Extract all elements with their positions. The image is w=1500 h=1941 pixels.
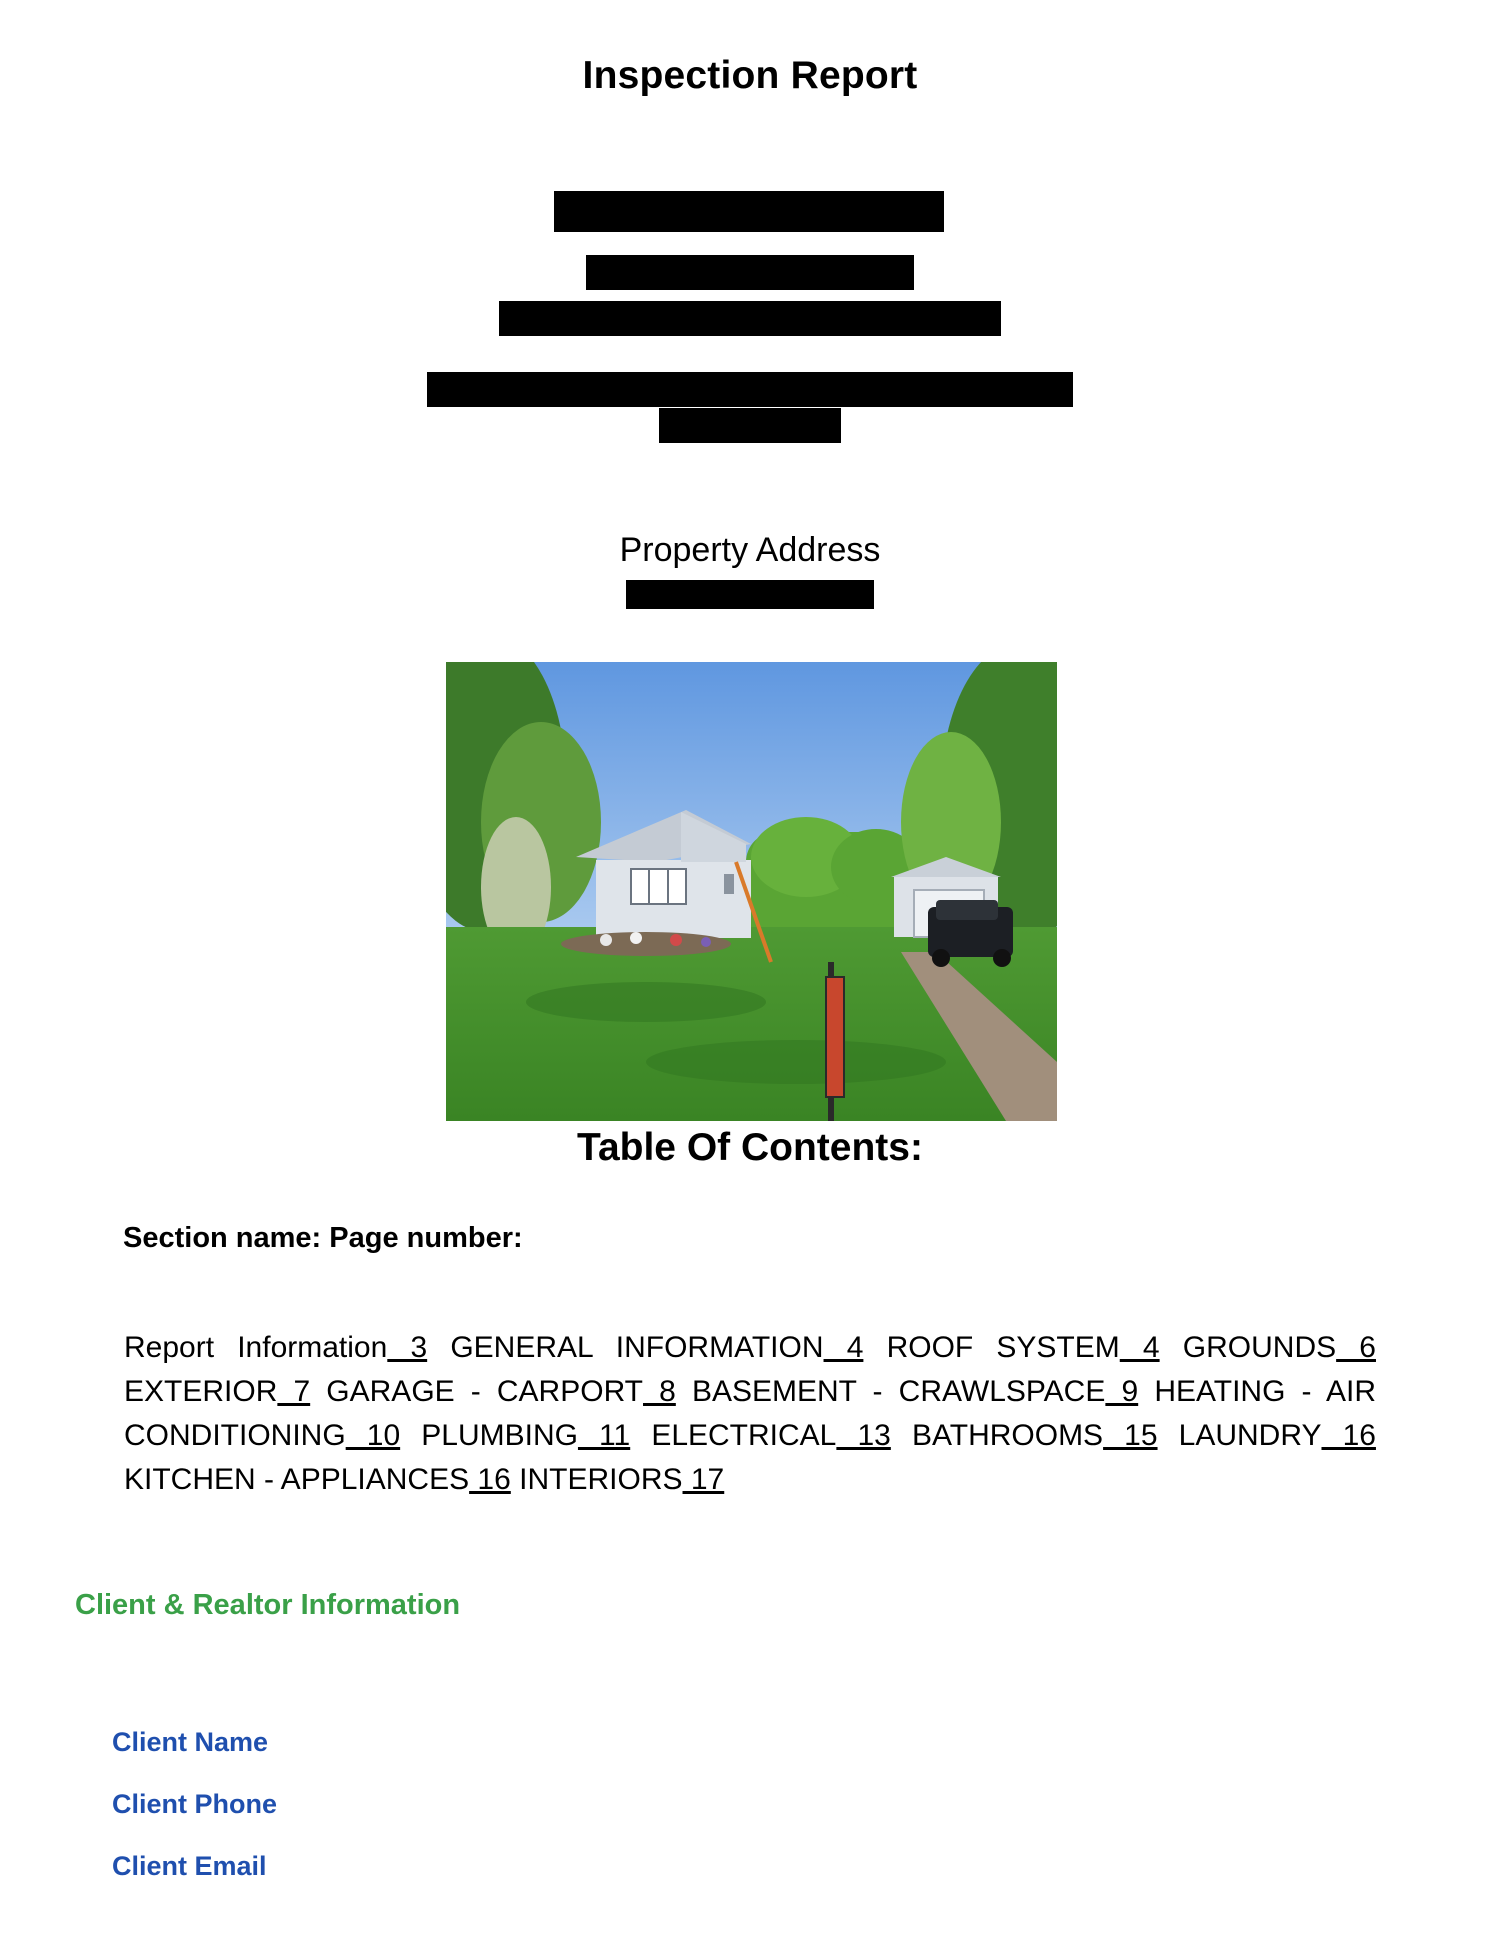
toc-entry-page: 16 (469, 1463, 511, 1496)
toc-entry-name: GENERAL INFORMATION (450, 1331, 824, 1364)
redaction-bar-4 (427, 372, 1073, 407)
toc-entry-page: 13 (836, 1419, 891, 1452)
toc-entry-name: BATHROOMS (911, 1419, 1104, 1452)
toc-header: Section name: Page number: (123, 1222, 523, 1254)
toc-entry-name: EXTERIOR (124, 1375, 278, 1408)
toc-entry[interactable] (1179, 1419, 1376, 1452)
client-email-label: Client Email (112, 1851, 267, 1881)
property-address-redaction (626, 580, 874, 609)
toc-entries (124, 1326, 1376, 1502)
toc-entry-page: 10 (345, 1419, 401, 1452)
toc-entry-page: 4 (823, 1331, 864, 1364)
toc-entry-page: 17 (682, 1463, 725, 1496)
toc-entry[interactable] (519, 1463, 724, 1496)
toc-entry[interactable] (124, 1375, 310, 1408)
property-photo (446, 662, 1057, 1121)
report-title: Inspection Report (582, 54, 918, 97)
toc-entry-page: 7 (277, 1375, 311, 1408)
toc-entry-name: KITCHEN - APPLIANCES (124, 1463, 470, 1496)
toc-entry-page: 3 (387, 1331, 428, 1364)
toc-entry[interactable] (887, 1331, 1160, 1364)
toc-entry[interactable] (124, 1463, 511, 1496)
photo-yard-sign (826, 977, 844, 1097)
toc-entry[interactable] (912, 1419, 1158, 1452)
redaction-bar-2 (586, 255, 914, 290)
client-phone-label: Client Phone (112, 1789, 278, 1819)
redaction-bar-5 (659, 408, 841, 443)
toc-entry[interactable] (326, 1375, 676, 1408)
toc-entry-name: GROUNDS (1182, 1331, 1337, 1364)
toc-entry-page: 8 (643, 1375, 676, 1408)
redaction-bar-1 (554, 191, 944, 232)
client-name-label: Client Name (112, 1727, 269, 1757)
toc-entry[interactable] (692, 1375, 1138, 1408)
redaction-bar-3 (499, 301, 1001, 336)
toc-entry-page: 11 (577, 1419, 631, 1452)
toc-entry-name: GARAGE - CARPORT (326, 1375, 644, 1408)
toc-entry-name: INTERIORS (519, 1463, 683, 1496)
toc-entry-page: 6 (1336, 1331, 1376, 1364)
client-realtor-section-title: Client & Realtor Information (75, 1589, 461, 1621)
toc-entry[interactable] (651, 1419, 891, 1452)
toc-entry-page: 16 (1321, 1419, 1376, 1452)
toc-entry-name: ELECTRICAL (651, 1419, 837, 1452)
toc-entry-name: PLUMBING (421, 1419, 578, 1452)
toc-entry-name: LAUNDRY (1178, 1419, 1322, 1452)
toc-entry-name: Report Information (124, 1331, 388, 1364)
toc-entry-page: 9 (1105, 1375, 1139, 1408)
toc-entry-page: 4 (1119, 1331, 1160, 1364)
toc-entry-name: ROOF SYSTEM (886, 1331, 1120, 1364)
toc-entry-name: HEATING - AIR CONDITIONING (124, 1375, 1377, 1452)
toc-entry[interactable] (124, 1331, 427, 1364)
toc-entry-name: BASEMENT - CRAWLSPACE (691, 1375, 1106, 1408)
toc-entry[interactable] (1183, 1331, 1376, 1364)
toc-entry[interactable] (421, 1419, 630, 1452)
toc-entry[interactable] (450, 1331, 863, 1364)
toc-title: Table Of Contents: (577, 1126, 923, 1169)
property-address-label: Property Address (619, 531, 881, 569)
toc-entry-page: 15 (1103, 1419, 1158, 1452)
